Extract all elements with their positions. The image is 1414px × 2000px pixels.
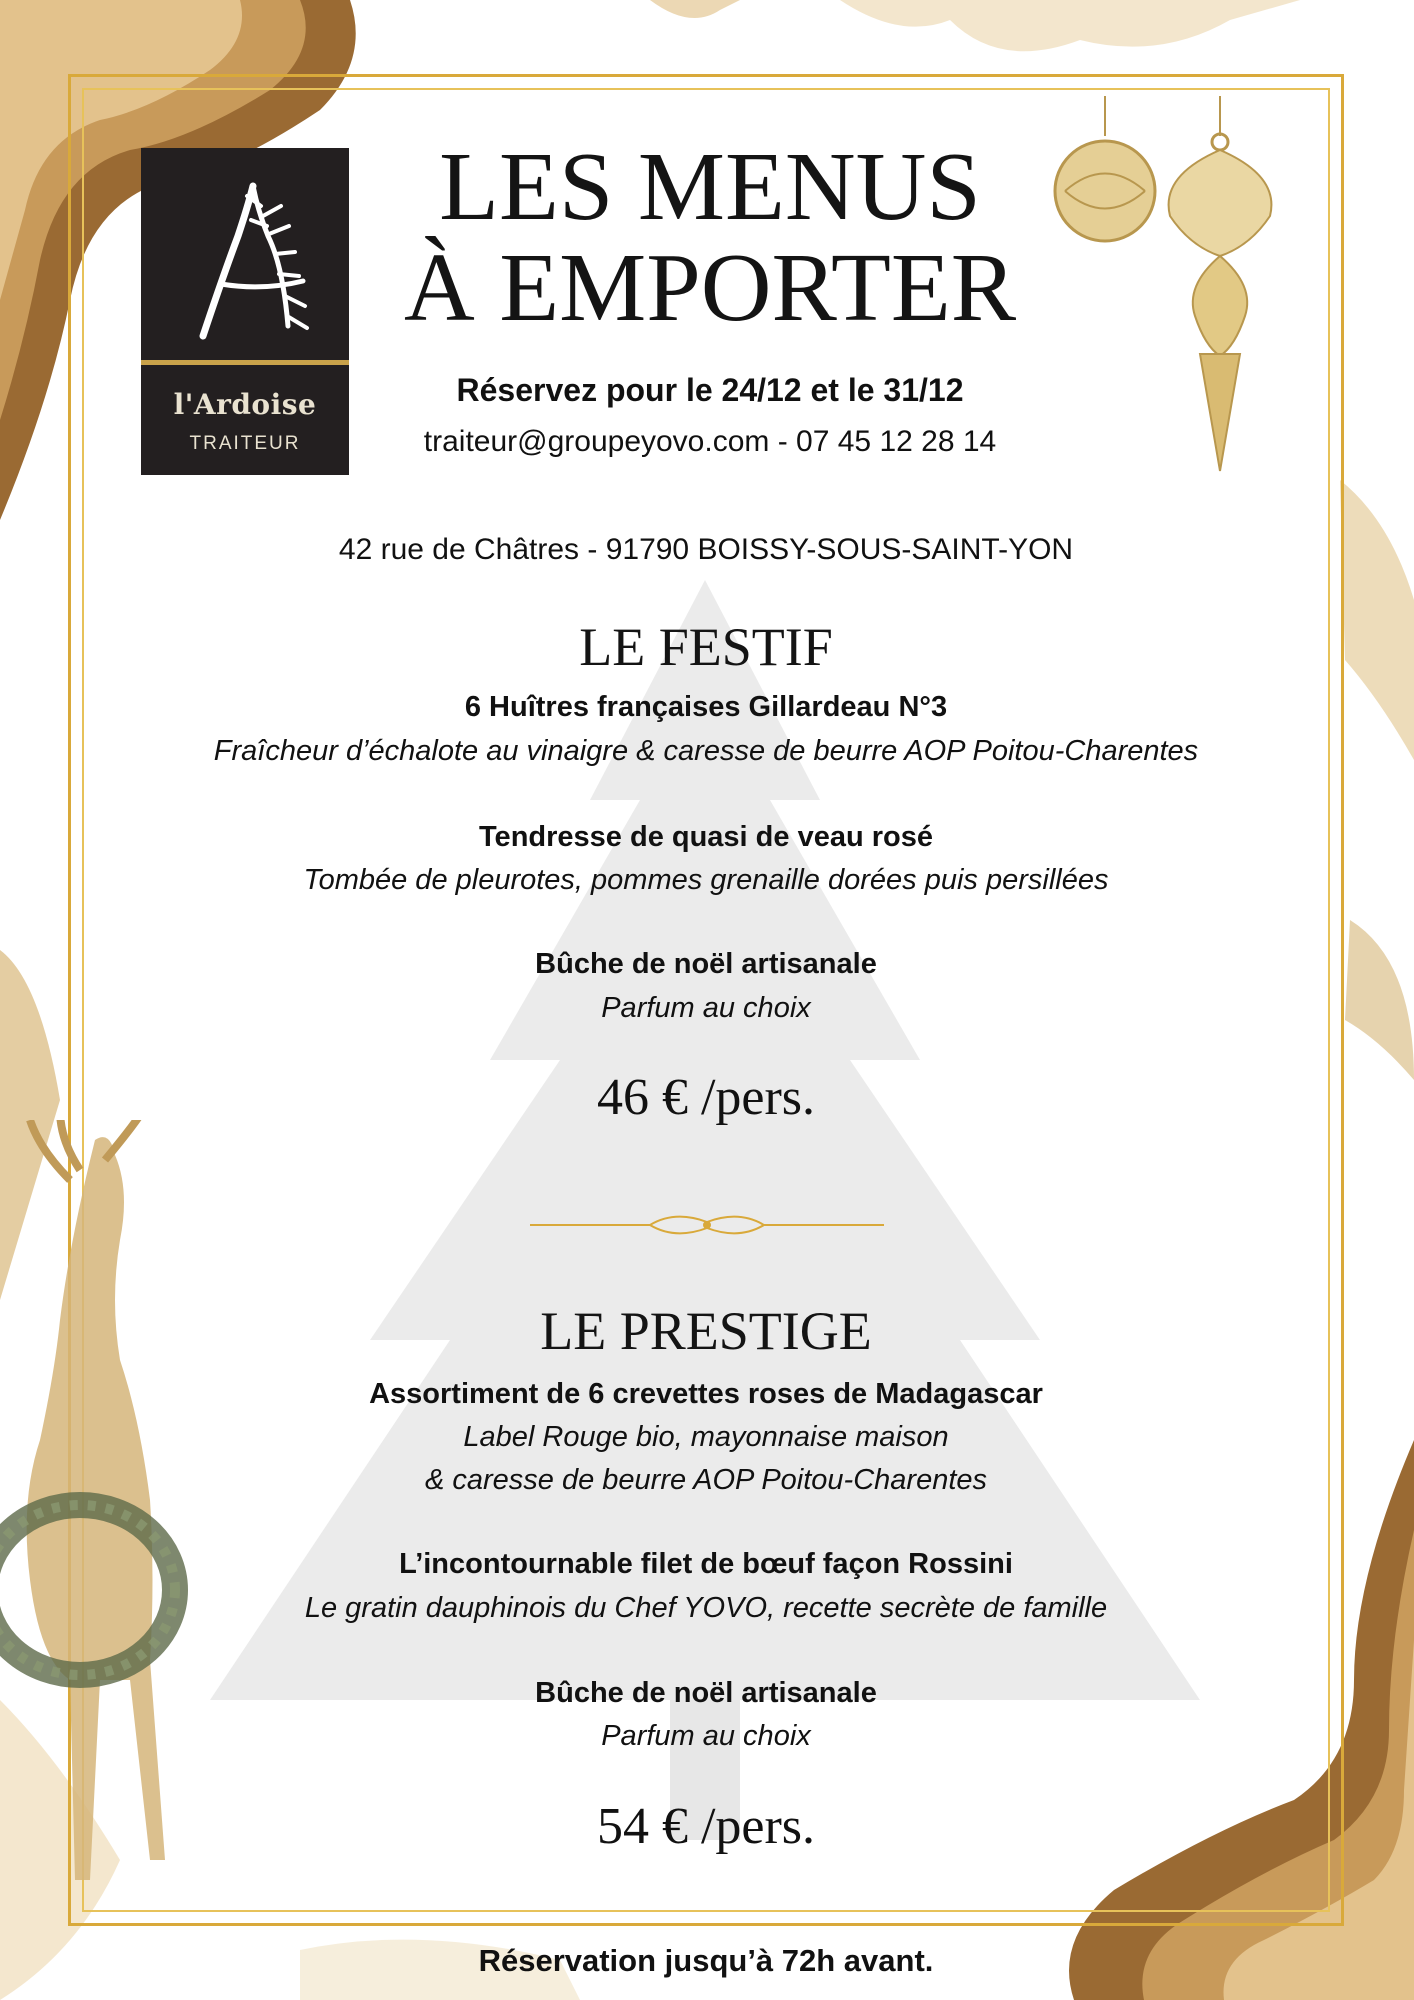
christmas-ornaments (1050, 96, 1290, 476)
dish-name: Bûche de noël artisanale (535, 948, 877, 980)
dish-description: Le gratin dauphinois du Chef YOVO, recette secrète de famille (304, 1592, 1108, 1624)
dish-description: & caresse de beurre AOP Poitou-Charentes (424, 1464, 988, 1496)
dish-description: Fraîcheur d’échalote au vinaigre & caresse de beurre AOP Poitou-Charentes (213, 735, 1199, 767)
logo-gold-line (141, 360, 349, 365)
page-title-line2: À EMPORTER (403, 234, 1017, 342)
ornamental-divider (530, 1210, 884, 1240)
logo (141, 148, 349, 475)
logo-subtitle: TRAITEUR (189, 433, 301, 454)
contact-info: traiteur@groupeyovo.com - 07 45 12 28 14 (423, 425, 997, 458)
dish-description: Label Rouge bio, mayonnaise maison (463, 1421, 949, 1453)
reservation-deadline: Réservation jusqu’à 72h avant. (478, 1943, 934, 1978)
dish-name: Assortiment de 6 crevettes roses de Madagascar (369, 1378, 1043, 1410)
menu-title-prestige: LE PRESTIGE (540, 1301, 872, 1361)
logo-branch-a-icon (163, 166, 327, 346)
dish-description: Parfum au choix (601, 992, 811, 1024)
dish-name: L’incontournable filet de bœuf façon Rossini (399, 1548, 1013, 1580)
page-title-line1: LES MENUS (439, 133, 981, 241)
dish-name: Bûche de noël artisanale (535, 1677, 877, 1709)
dish-name: Tendresse de quasi de veau rosé (479, 821, 933, 853)
logo-name: l'Ardoise (173, 388, 317, 421)
address: 42 rue de Châtres - 91790 BOISSY-SOUS-SAINT-YON (338, 533, 1074, 566)
menu-price: 46 € /pers. (596, 1069, 816, 1126)
dish-description: Parfum au choix (601, 1720, 811, 1752)
dish-name: 6 Huîtres françaises Gillardeau N°3 (464, 691, 948, 723)
dish-description: Tombée de pleurotes, pommes grenaille dorées puis persillées (303, 864, 1109, 896)
reservation-dates: Réservez pour le 24/12 et le 31/12 (456, 372, 964, 408)
menu-title-festif: LE FESTIF (579, 617, 833, 677)
menu-price: 54 € /pers. (596, 1798, 816, 1855)
